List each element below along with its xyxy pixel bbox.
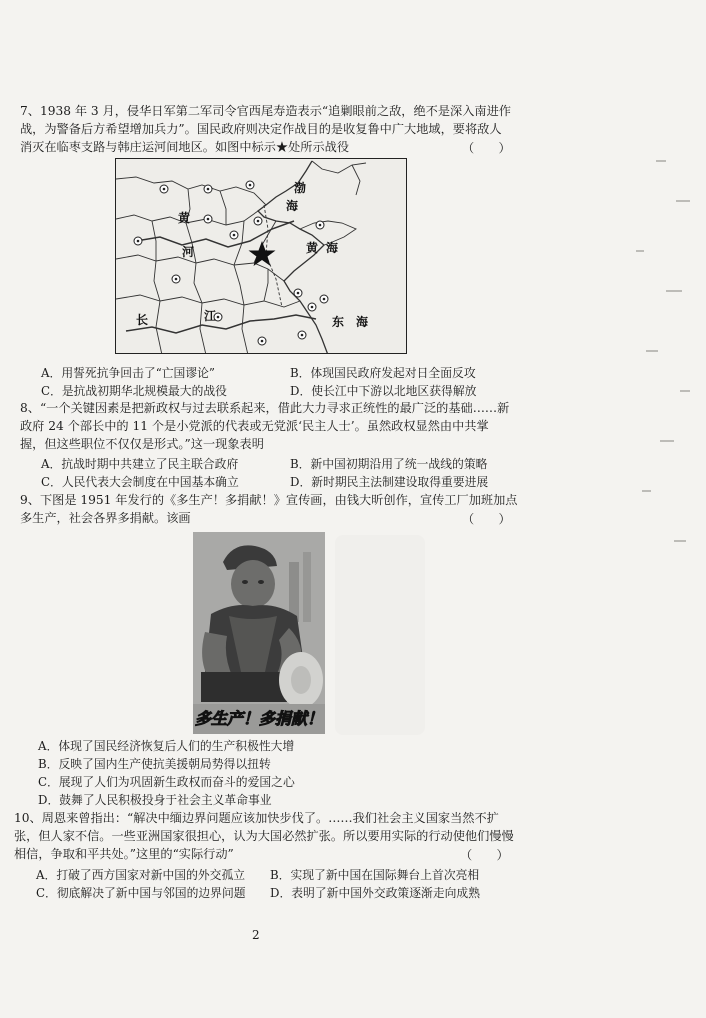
q7-map (115, 158, 407, 354)
q10-option-d[interactable]: D．表明了新中国外交政策逐渐走向成熟 (270, 886, 481, 900)
q9-answer-paren: （ ） (462, 512, 511, 526)
q8-option-c[interactable]: C．人民代表大会制度在中国基本确立 (41, 475, 239, 489)
map-label-huang: 黄 (178, 211, 191, 225)
q7-option-d[interactable]: D．使长江中下游以北地区获得解放 (290, 384, 477, 398)
q8-option-b[interactable]: B．新中国初期沿用了统一战线的策略 (290, 457, 488, 471)
q10-line-1: 10、周恩来曾指出：“解决中缅边界问题应该加快步伐了。……我们社会主义国家当然不扩 (14, 811, 499, 825)
q7-line-2: 战，为警备后方希望增加兵力”。国民政府则决定作战目的是收复鲁中广大地域，要将敌人 (20, 122, 502, 136)
q9-option-d[interactable]: D．鼓舞了人民积极投身于社会主义革命事业 (38, 793, 272, 807)
map-label-bohai: 渤 (294, 181, 307, 195)
bleed-through-shadow (335, 535, 425, 735)
q10-answer-paren: （ ） (460, 848, 509, 862)
map-label-hai: 海 (286, 199, 299, 213)
q9-line-2: 多生产，社会各界多捐献。该画 (20, 511, 191, 525)
q9-option-a[interactable]: A．体现了国民经济恢复后人们的生产积极性大增 (38, 739, 295, 753)
q8-line-1: 8、“一个关键因素是把新政权与过去联系起来，借此大力寻求正统性的最广泛的基础……新 (20, 401, 510, 415)
q9-line-1: 9、下图是 1951 年发行的《多生产！多捐献！》宣传画，由钱大昕创作，宣传工厂加班加点 (20, 493, 518, 507)
q9-option-c[interactable]: C．展现了人们为巩固新生政权而奋斗的爱国之心 (38, 775, 295, 789)
q8-option-a[interactable]: A．抗战时期中共建立了民主联合政府 (41, 457, 239, 471)
q7-answer-paren: （ ） (462, 141, 511, 155)
page-number: 2 (252, 928, 260, 942)
q10-line-2: 张，但人家不信。一些亚洲国家很担心，认为大国必然扩张。所以要用实际的行动使他们慢慢 (14, 829, 514, 843)
q7-line-1: 7、1938 年 3 月，侵华日军第二军司令官西尾寿造表示“追剿眼前之敌，绝不是深入南进作 (20, 104, 511, 118)
q9-option-b[interactable]: B．反映了国内生产使抗美援朝局势得以扭转 (38, 757, 271, 771)
q10-option-b[interactable]: B．实现了新中国在国际舞台上首次亮相 (270, 868, 480, 882)
poster-illustration (193, 532, 325, 734)
q8-line-2: 政府 24 个部长中的 11 个是小党派的代表或无党派‘民主人士’。虽然政权显然由中共掌 (20, 419, 489, 433)
map-label-huanghai: 黄海 (306, 241, 347, 255)
q7-option-a[interactable]: A．用誓死抗争回击了“亡国谬论” (41, 366, 215, 380)
poster-caption: 多生产！多捐献！ (194, 709, 323, 728)
q8-option-d[interactable]: D．新时期民主法制建设取得重要进展 (290, 475, 489, 489)
map-label-he: 河 (182, 245, 195, 259)
q10-option-a[interactable]: A．打破了西方国家对新中国的外交孤立 (36, 868, 246, 882)
q7-line-3: 消灭在临枣支路与韩庄运河间地区。如图中标示★处所示战役 (20, 140, 350, 154)
propaganda-poster (193, 532, 325, 734)
scan-noise (576, 140, 706, 600)
q7-option-b[interactable]: B．体现国民政府发起对日全面反攻 (290, 366, 476, 380)
map-label-jiang: 江 (204, 309, 217, 323)
battle-star-icon (249, 241, 276, 266)
q7-option-c[interactable]: C．是抗战初期华北规模最大的战役 (41, 384, 227, 398)
map-label-donghai: 东 海 (332, 315, 369, 329)
q8-line-3: 握，但这些职位不仅仅是形式。”这一现象表明 (20, 437, 264, 451)
map-label-chang: 长 (136, 313, 149, 327)
q10-line-3: 相信，争取和平共处。”这里的“实际行动” (14, 847, 234, 861)
q10-option-c[interactable]: C．彻底解决了新中国与邻国的边界问题 (36, 886, 246, 900)
